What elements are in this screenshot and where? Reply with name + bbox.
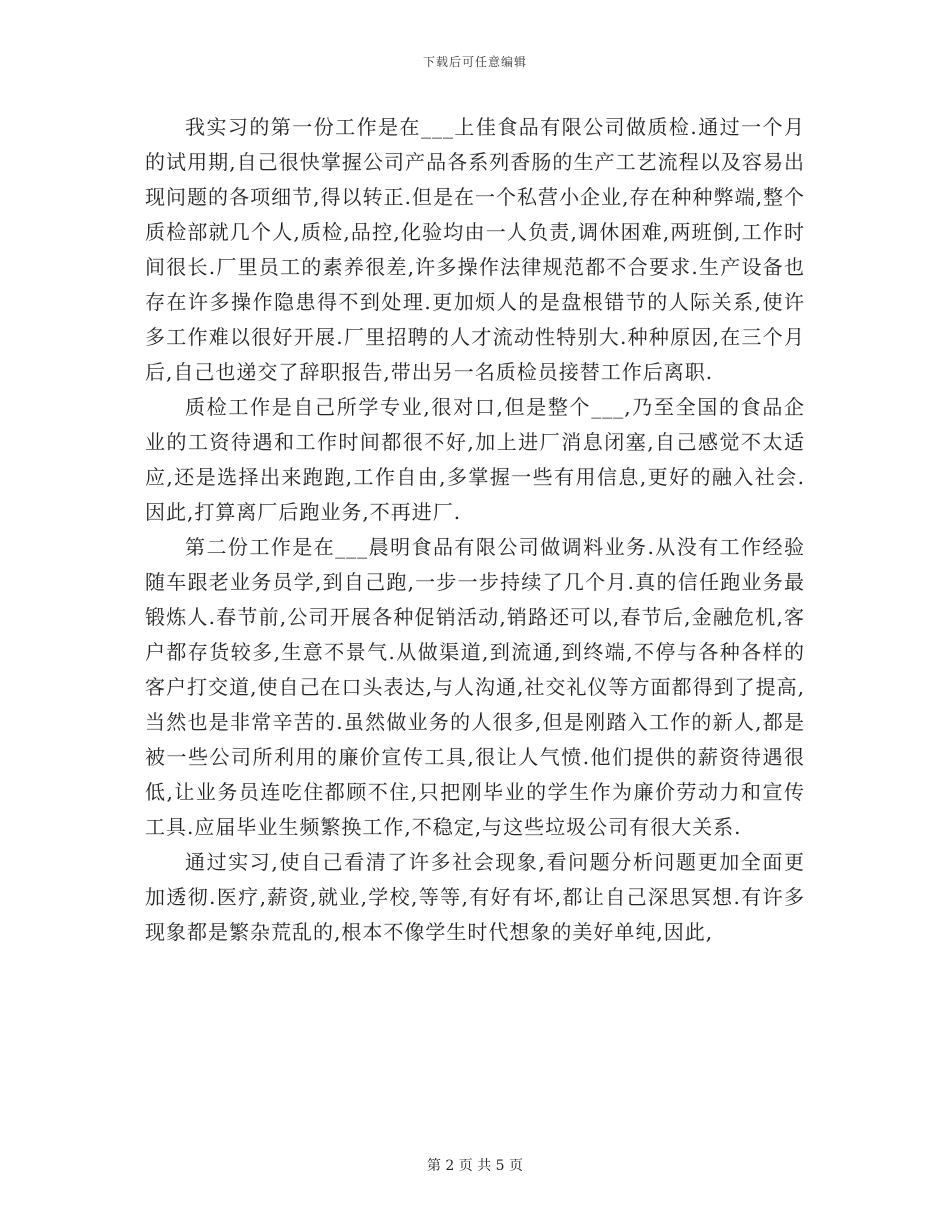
paragraph-career-choice: 质检工作是自己所学专业,很对口,但是整个___,乃至全国的食品企业的工资待遇和工作时间都很不好,加上进厂消息闭塞,自己感觉不太适应,还是选择出来跑跑,工作自由,多掌握一些有用信息,更好的融入社会.因此,打算离厂后跑业务,不再进厂. — [145, 395, 805, 524]
paragraph-second-job: 第二份工作是在___晨明食品有限公司做调料业务.从没有工作经验随车跟老业务员学,到自己跑,一步一步持续了几个月.真的信任跑业务最锻炼人.春节前,公司开展各种促销活动,销路还可以,春节后,金融危机,客户都存货较多,生意不景气.从做渠道,到流通,到终端,不停与各种各样的客户打交道,使自己在口头表达,与人沟通,社交礼仪等方面都得到了提高,当然也是非常辛苦的.虽然做业务的人很多,但是刚踏入工作的新人,都是被一些公司所利用的廉价宣传工具,很让人气愤.他们提供的薪资待遇很低,让业务员连吃住都顾不住,只把刚毕业的学生作为廉价劳动力和宣传工具.应届毕业生频繁换工作,不稳定,与这些垃圾公司有很大关系. — [145, 535, 805, 839]
paragraph-first-job: 我实习的第一份工作是在___上佳食品有限公司做质检.通过一个月的试用期,自己很快掌握公司产品各系列香肠的生产工艺流程以及容易出现问题的各项细节,得以转正.但是在一个私营小企业,存在种种弊端,整个质检部就几个人,质检,品控,化验均由一人负责,调休困难,两班倒,工作时间很长.厂里员工的素养很差,许多操作法律规范都不合要求.生产设备也存在许多操作隐患得不到处理.更加烦人的是盘根错节的人际关系,使许多工作难以很好开展.厂里招聘的人才流动性特别大.种种原因,在三个月后,自己也递交了辞职报告,带出另一名质检员接替工作后离职. — [145, 115, 805, 384]
document-body — [145, 110, 805, 950]
page-header-note: 下载后可任意编辑 — [422, 55, 527, 69]
paragraph-reflection: 通过实习,使自己看清了许多社会现象,看问题分析问题更加全面更加透彻.医疗,薪资,就业,学校,等等,有好有坏,都让自己深思冥想.有许多现象都是繁杂荒乱的,根本不像学生时代想象的美好单纯,因此, — [145, 850, 805, 944]
page-number: 第 2 页 共 5 页 — [426, 1158, 524, 1174]
